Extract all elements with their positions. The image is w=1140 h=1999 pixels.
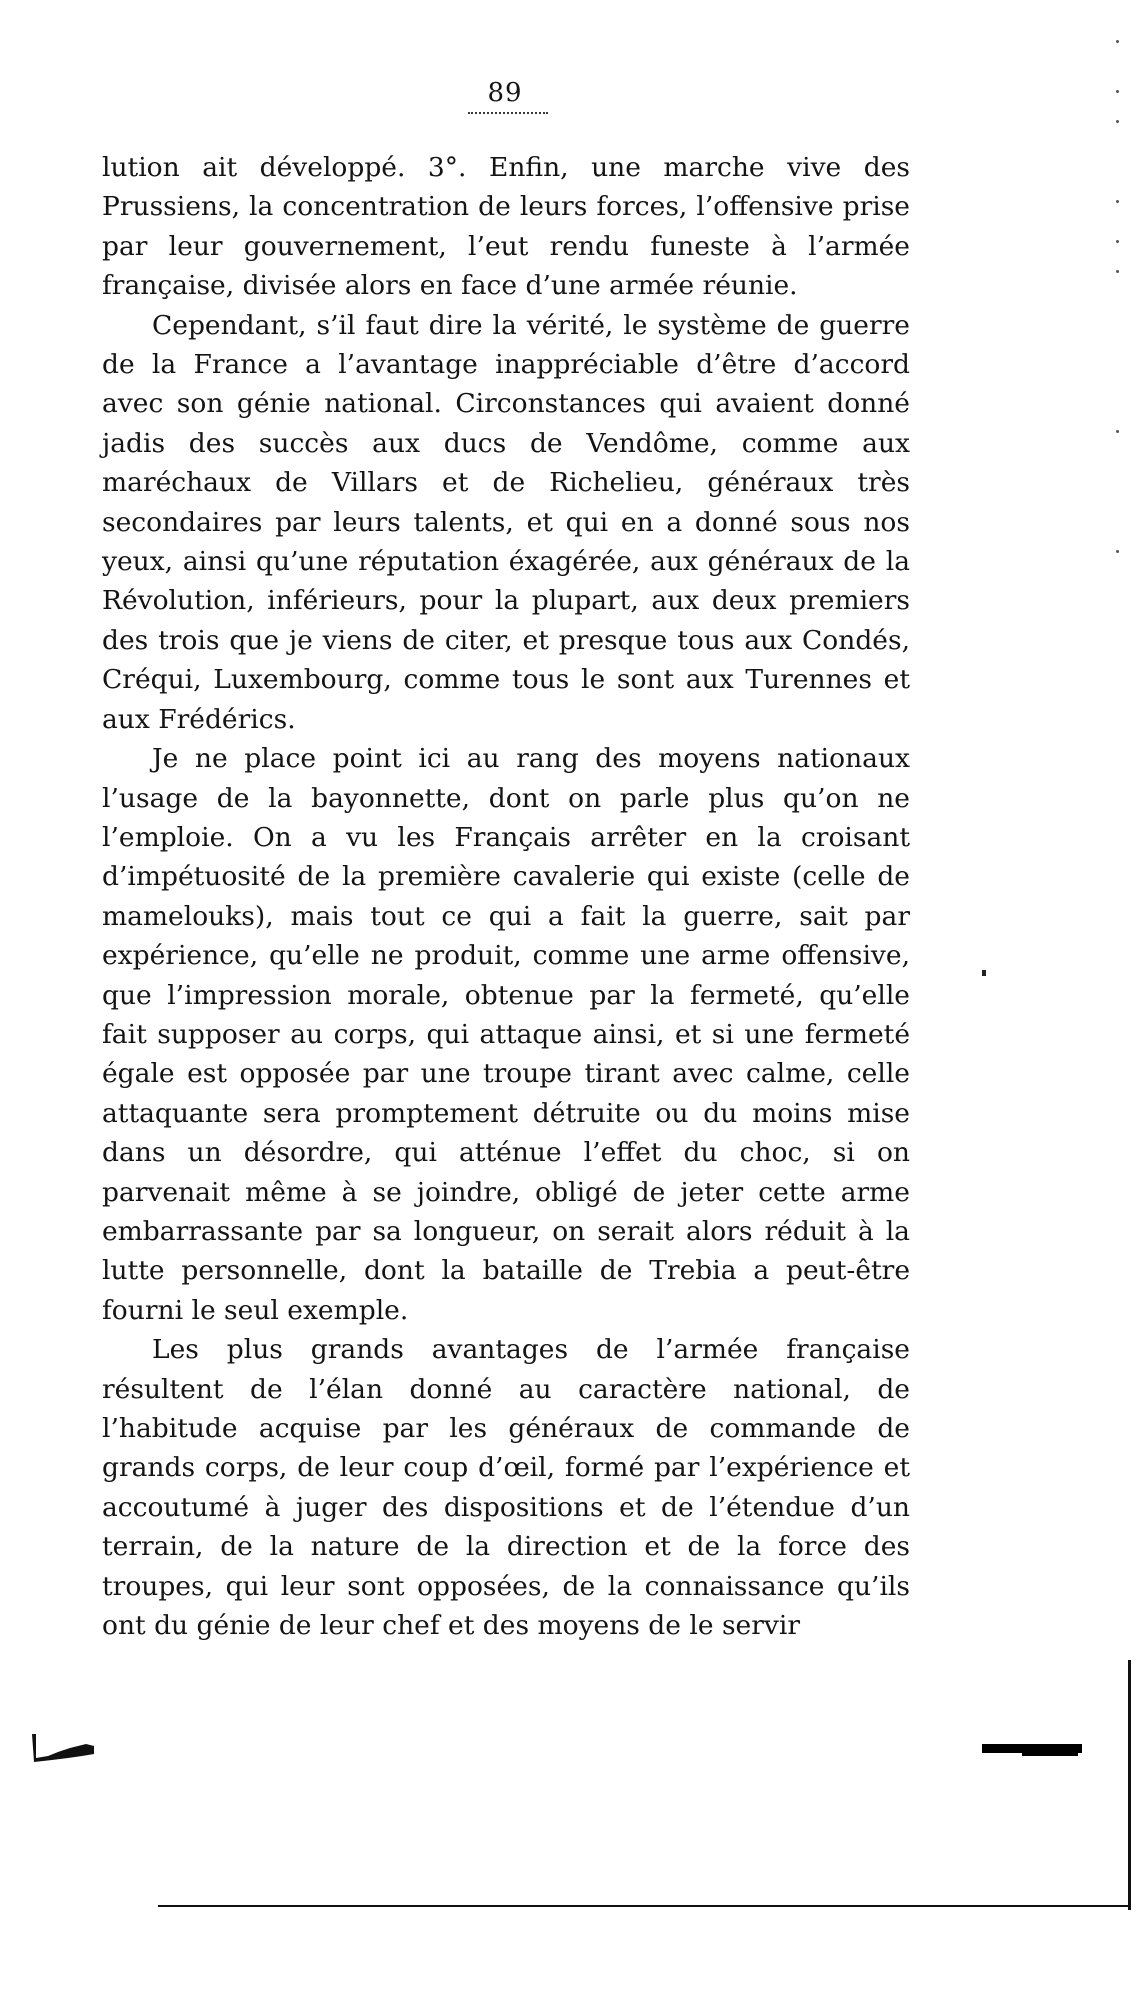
- paragraph-4: Les plus grands avantages de l’armée française résultent de l’élan donné au caractère national, de l’habitude acquise par les généraux de commande de grands corps, de leur coup d’œil, formé par l’expérience et accoutumé à juger des dispositions et de l’étendue d’un terrain, de la nature de la direction et de la force des troupes, qui leur sont opposées, de la connaissance qu’ils ont du génie de leur chef et des moyens de le servir: [102, 1334, 910, 1642]
- body-text: [102, 148, 910, 1645]
- stray-mark: [982, 970, 986, 976]
- right-edge-line: [1128, 1660, 1131, 1910]
- paragraph-2: Cependant, s’il faut dire la vérité, le système de guerre de la France a l’avantage inappréciable d’être d’accord avec son génie national. Circonstances qui avaient donné jadis des succès aux ducs de Vendôme, comme aux maréchaux de Villars et de Richelieu, généraux très secondaires par leurs talents, et qui en a donné sous nos yeux, ainsi qu’une réputation éxagérée, aux généraux de la Révolution, inférieurs, pour la plupart, aux deux premiers des trois que je viens de citer, et presque tous aux Condés, Créqui, Luxembourg, comme tous le sont aux Turennes et aux Frédérics.: [102, 309, 910, 735]
- page-number: 89: [487, 78, 523, 108]
- page-number-rule: [468, 112, 548, 114]
- scan-black-bar-lower: [1022, 1752, 1078, 1756]
- paragraph-3: Je ne place point ici au rang des moyens nationaux l’usage de la bayonnette, dont on parle plus qu’on ne l’emploie. On a vu les Français arrêter en la croisant d’impétuosité de la première cavalerie qui existe (celle de mamelouks), mais tout ce qui a fait la guerre, sait par expérience, qu’elle ne produit, comme une arme offensive, que l’impression morale, obtenue par la fermeté, qu’elle fait supposer au corps, qui attaque ainsi, et si une fermeté égale est opposée par une troupe tirant avec calme, celle attaquante sera promptement détruite ou du moins mise dans un désordre, qui atténue l’effet du choc, si on parvenait même à se joindre, obligé de jeter cette arme embarrassante par sa longueur, on serait alors réduit à la lutte personnelle, dont la bataille de Trebia a peut-être fourni le seul exemple.: [102, 743, 910, 1326]
- scan-smudge-mark: [28, 1728, 98, 1768]
- paragraph-1: lution ait développé. 3°. Enfin, une marche vive des Prussiens, la concentration de leurs forces, l’offensive prise par leur gouvernement, l’eut rendu funeste à l’armée française, divisée alors en face d’une armée réunie.: [102, 152, 910, 302]
- margin-scan-marks: [1116, 30, 1122, 1550]
- bottom-edge-line: [158, 1905, 1131, 1907]
